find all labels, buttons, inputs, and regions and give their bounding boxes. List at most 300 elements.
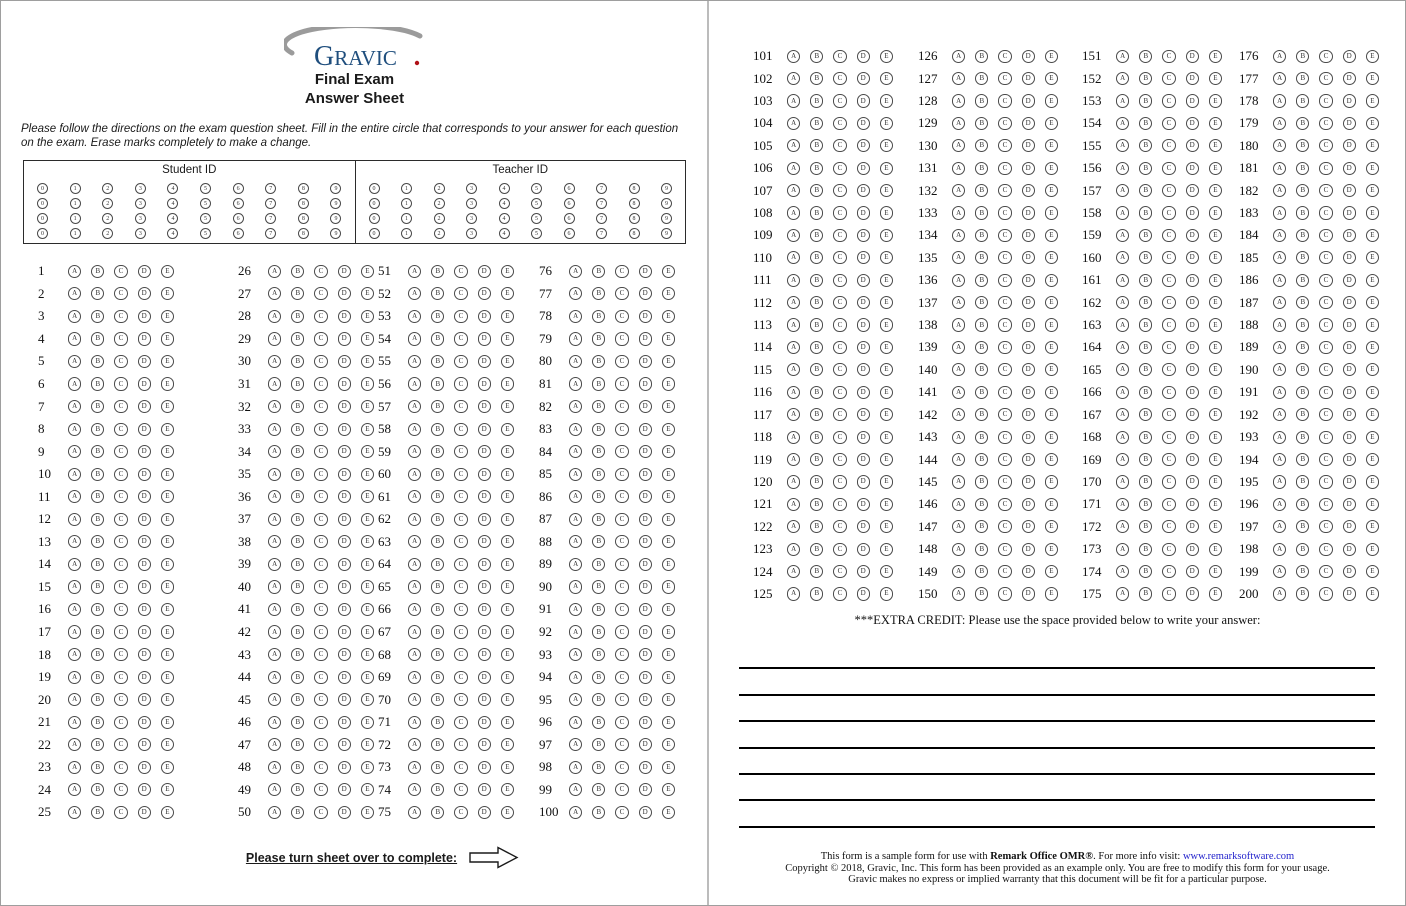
bubble-b[interactable]: B xyxy=(1139,229,1152,242)
bubble-a[interactable]: A xyxy=(1273,453,1286,466)
bubble-c[interactable]: C xyxy=(833,296,846,309)
bubble-d[interactable]: D xyxy=(338,377,351,390)
bubble-c[interactable]: C xyxy=(314,580,327,593)
bubble-d[interactable]: D xyxy=(338,671,351,684)
bubble-e[interactable]: E xyxy=(361,377,374,390)
bubble-a[interactable]: A xyxy=(1116,296,1129,309)
bubble-b[interactable]: B xyxy=(810,251,823,264)
bubble-c[interactable]: C xyxy=(114,287,127,300)
bubble-0[interactable]: 0 xyxy=(369,213,380,224)
bubble-a[interactable]: A xyxy=(787,72,800,85)
bubble-b[interactable]: B xyxy=(592,558,605,571)
bubble-a[interactable]: A xyxy=(787,431,800,444)
bubble-a[interactable]: A xyxy=(68,513,81,526)
bubble-e[interactable]: E xyxy=(1366,139,1379,152)
bubble-e[interactable]: E xyxy=(361,625,374,638)
bubble-d[interactable]: D xyxy=(138,265,151,278)
bubble-b[interactable]: B xyxy=(91,332,104,345)
bubble-e[interactable]: E xyxy=(361,332,374,345)
bubble-2[interactable]: 2 xyxy=(434,198,445,209)
bubble-9[interactable]: 9 xyxy=(661,183,672,194)
bubble-b[interactable]: B xyxy=(1296,162,1309,175)
bubble-d[interactable]: D xyxy=(857,117,870,130)
bubble-d[interactable]: D xyxy=(478,535,491,548)
extra-credit-line[interactable] xyxy=(739,749,1375,775)
bubble-d[interactable]: D xyxy=(1022,162,1035,175)
bubble-a[interactable]: A xyxy=(408,468,421,481)
bubble-e[interactable]: E xyxy=(501,580,514,593)
bubble-c[interactable]: C xyxy=(998,475,1011,488)
bubble-c[interactable]: C xyxy=(114,783,127,796)
bubble-a[interactable]: A xyxy=(787,498,800,511)
bubble-a[interactable]: A xyxy=(787,408,800,421)
bubble-a[interactable]: A xyxy=(787,565,800,578)
bubble-a[interactable]: A xyxy=(952,117,965,130)
bubble-8[interactable]: 8 xyxy=(629,213,640,224)
bubble-d[interactable]: D xyxy=(857,72,870,85)
bubble-b[interactable]: B xyxy=(291,783,304,796)
bubble-d[interactable]: D xyxy=(478,671,491,684)
bubble-b[interactable]: B xyxy=(291,468,304,481)
bubble-d[interactable]: D xyxy=(478,332,491,345)
bubble-a[interactable]: A xyxy=(268,265,281,278)
bubble-a[interactable]: A xyxy=(1116,386,1129,399)
bubble-a[interactable]: A xyxy=(569,671,582,684)
bubble-d[interactable]: D xyxy=(478,490,491,503)
bubble-d[interactable]: D xyxy=(338,738,351,751)
bubble-4[interactable]: 4 xyxy=(167,198,178,209)
bubble-5[interactable]: 5 xyxy=(531,183,542,194)
bubble-d[interactable]: D xyxy=(338,400,351,413)
bubble-d[interactable]: D xyxy=(1186,72,1199,85)
bubble-b[interactable]: B xyxy=(975,543,988,556)
bubble-c[interactable]: C xyxy=(615,625,628,638)
bubble-b[interactable]: B xyxy=(810,72,823,85)
bubble-d[interactable]: D xyxy=(138,310,151,323)
bubble-c[interactable]: C xyxy=(1162,94,1175,107)
bubble-c[interactable]: C xyxy=(833,206,846,219)
extra-credit-line[interactable] xyxy=(739,669,1375,695)
bubble-5[interactable]: 5 xyxy=(531,198,542,209)
bubble-e[interactable]: E xyxy=(880,72,893,85)
bubble-1[interactable]: 1 xyxy=(70,228,81,239)
bubble-c[interactable]: C xyxy=(1319,408,1332,421)
bubble-d[interactable]: D xyxy=(1343,431,1356,444)
bubble-e[interactable]: E xyxy=(880,274,893,287)
bubble-3[interactable]: 3 xyxy=(135,228,146,239)
bubble-d[interactable]: D xyxy=(138,603,151,616)
bubble-a[interactable]: A xyxy=(569,535,582,548)
bubble-e[interactable]: E xyxy=(662,761,675,774)
bubble-a[interactable]: A xyxy=(268,513,281,526)
bubble-a[interactable]: A xyxy=(787,386,800,399)
bubble-c[interactable]: C xyxy=(998,184,1011,197)
bubble-3[interactable]: 3 xyxy=(466,228,477,239)
bubble-c[interactable]: C xyxy=(454,310,467,323)
bubble-8[interactable]: 8 xyxy=(298,198,309,209)
bubble-e[interactable]: E xyxy=(1045,341,1058,354)
bubble-b[interactable]: B xyxy=(975,363,988,376)
bubble-a[interactable]: A xyxy=(408,535,421,548)
bubble-c[interactable]: C xyxy=(1319,498,1332,511)
bubble-b[interactable]: B xyxy=(91,265,104,278)
bubble-b[interactable]: B xyxy=(810,162,823,175)
bubble-a[interactable]: A xyxy=(408,648,421,661)
bubble-e[interactable]: E xyxy=(1209,386,1222,399)
bubble-e[interactable]: E xyxy=(1045,543,1058,556)
bubble-b[interactable]: B xyxy=(431,423,444,436)
bubble-b[interactable]: B xyxy=(975,296,988,309)
bubble-b[interactable]: B xyxy=(975,229,988,242)
bubble-d[interactable]: D xyxy=(478,558,491,571)
bubble-b[interactable]: B xyxy=(810,274,823,287)
bubble-8[interactable]: 8 xyxy=(629,183,640,194)
bubble-c[interactable]: C xyxy=(1162,251,1175,264)
bubble-b[interactable]: B xyxy=(1296,408,1309,421)
bubble-b[interactable]: B xyxy=(431,580,444,593)
bubble-d[interactable]: D xyxy=(1343,475,1356,488)
bubble-c[interactable]: C xyxy=(1162,431,1175,444)
footer-website-link[interactable]: www.remarksoftware.com xyxy=(1182,851,1295,862)
bubble-c[interactable]: C xyxy=(114,716,127,729)
bubble-b[interactable]: B xyxy=(1296,386,1309,399)
bubble-e[interactable]: E xyxy=(1366,341,1379,354)
bubble-a[interactable]: A xyxy=(1273,296,1286,309)
bubble-a[interactable]: A xyxy=(1116,162,1129,175)
bubble-e[interactable]: E xyxy=(361,310,374,323)
bubble-b[interactable]: B xyxy=(810,565,823,578)
bubble-3[interactable]: 3 xyxy=(466,213,477,224)
bubble-d[interactable]: D xyxy=(1343,251,1356,264)
bubble-e[interactable]: E xyxy=(361,535,374,548)
bubble-a[interactable]: A xyxy=(569,490,582,503)
bubble-d[interactable]: D xyxy=(1186,184,1199,197)
bubble-c[interactable]: C xyxy=(833,565,846,578)
bubble-d[interactable]: D xyxy=(338,490,351,503)
bubble-c[interactable]: C xyxy=(833,520,846,533)
bubble-a[interactable]: A xyxy=(408,558,421,571)
bubble-d[interactable]: D xyxy=(478,738,491,751)
bubble-a[interactable]: A xyxy=(952,251,965,264)
bubble-b[interactable]: B xyxy=(592,693,605,706)
bubble-b[interactable]: B xyxy=(810,206,823,219)
bubble-a[interactable]: A xyxy=(1273,184,1286,197)
bubble-b[interactable]: B xyxy=(1296,274,1309,287)
bubble-a[interactable]: A xyxy=(68,377,81,390)
bubble-a[interactable]: A xyxy=(268,400,281,413)
bubble-e[interactable]: E xyxy=(501,490,514,503)
bubble-d[interactable]: D xyxy=(138,423,151,436)
bubble-d[interactable]: D xyxy=(639,580,652,593)
bubble-c[interactable]: C xyxy=(1319,94,1332,107)
bubble-b[interactable]: B xyxy=(1139,587,1152,600)
bubble-d[interactable]: D xyxy=(639,265,652,278)
bubble-d[interactable]: D xyxy=(1022,206,1035,219)
bubble-d[interactable]: D xyxy=(338,580,351,593)
bubble-a[interactable]: A xyxy=(787,363,800,376)
bubble-e[interactable]: E xyxy=(161,693,174,706)
bubble-a[interactable]: A xyxy=(787,318,800,331)
bubble-9[interactable]: 9 xyxy=(330,198,341,209)
bubble-b[interactable]: B xyxy=(975,453,988,466)
bubble-e[interactable]: E xyxy=(1366,50,1379,63)
bubble-e[interactable]: E xyxy=(501,400,514,413)
bubble-b[interactable]: B xyxy=(1296,431,1309,444)
bubble-b[interactable]: B xyxy=(291,738,304,751)
bubble-c[interactable]: C xyxy=(1319,206,1332,219)
bubble-b[interactable]: B xyxy=(431,332,444,345)
bubble-c[interactable]: C xyxy=(1319,229,1332,242)
bubble-c[interactable]: C xyxy=(454,716,467,729)
bubble-d[interactable]: D xyxy=(639,783,652,796)
bubble-c[interactable]: C xyxy=(1319,386,1332,399)
bubble-6[interactable]: 6 xyxy=(233,198,244,209)
bubble-1[interactable]: 1 xyxy=(70,213,81,224)
bubble-c[interactable]: C xyxy=(1162,543,1175,556)
bubble-d[interactable]: D xyxy=(138,783,151,796)
bubble-c[interactable]: C xyxy=(114,671,127,684)
bubble-e[interactable]: E xyxy=(662,445,675,458)
bubble-e[interactable]: E xyxy=(361,558,374,571)
bubble-c[interactable]: C xyxy=(114,332,127,345)
bubble-d[interactable]: D xyxy=(1186,475,1199,488)
bubble-c[interactable]: C xyxy=(998,408,1011,421)
bubble-e[interactable]: E xyxy=(501,603,514,616)
bubble-a[interactable]: A xyxy=(1273,363,1286,376)
bubble-a[interactable]: A xyxy=(787,341,800,354)
bubble-b[interactable]: B xyxy=(592,513,605,526)
bubble-a[interactable]: A xyxy=(68,287,81,300)
bubble-a[interactable]: A xyxy=(1273,475,1286,488)
bubble-e[interactable]: E xyxy=(1209,229,1222,242)
bubble-b[interactable]: B xyxy=(975,475,988,488)
bubble-1[interactable]: 1 xyxy=(401,183,412,194)
bubble-b[interactable]: B xyxy=(1139,72,1152,85)
bubble-d[interactable]: D xyxy=(138,468,151,481)
bubble-6[interactable]: 6 xyxy=(233,213,244,224)
bubble-c[interactable]: C xyxy=(314,332,327,345)
bubble-b[interactable]: B xyxy=(91,513,104,526)
bubble-b[interactable]: B xyxy=(291,332,304,345)
bubble-e[interactable]: E xyxy=(1366,206,1379,219)
bubble-d[interactable]: D xyxy=(1186,296,1199,309)
bubble-e[interactable]: E xyxy=(1209,296,1222,309)
bubble-c[interactable]: C xyxy=(454,625,467,638)
bubble-b[interactable]: B xyxy=(810,318,823,331)
bubble-e[interactable]: E xyxy=(1366,251,1379,264)
bubble-a[interactable]: A xyxy=(1273,94,1286,107)
bubble-c[interactable]: C xyxy=(833,72,846,85)
bubble-a[interactable]: A xyxy=(1273,565,1286,578)
bubble-a[interactable]: A xyxy=(68,761,81,774)
bubble-c[interactable]: C xyxy=(454,265,467,278)
bubble-d[interactable]: D xyxy=(1186,162,1199,175)
bubble-e[interactable]: E xyxy=(361,806,374,819)
bubble-e[interactable]: E xyxy=(880,587,893,600)
bubble-d[interactable]: D xyxy=(338,625,351,638)
bubble-b[interactable]: B xyxy=(291,648,304,661)
bubble-c[interactable]: C xyxy=(1162,587,1175,600)
bubble-d[interactable]: D xyxy=(138,625,151,638)
bubble-a[interactable]: A xyxy=(569,558,582,571)
bubble-b[interactable]: B xyxy=(592,625,605,638)
bubble-a[interactable]: A xyxy=(1116,184,1129,197)
bubble-b[interactable]: B xyxy=(431,783,444,796)
bubble-a[interactable]: A xyxy=(1273,72,1286,85)
bubble-d[interactable]: D xyxy=(1022,229,1035,242)
bubble-c[interactable]: C xyxy=(114,513,127,526)
bubble-b[interactable]: B xyxy=(291,716,304,729)
bubble-d[interactable]: D xyxy=(857,318,870,331)
bubble-7[interactable]: 7 xyxy=(596,228,607,239)
bubble-c[interactable]: C xyxy=(114,603,127,616)
bubble-c[interactable]: C xyxy=(1319,431,1332,444)
bubble-d[interactable]: D xyxy=(1343,139,1356,152)
bubble-e[interactable]: E xyxy=(501,535,514,548)
bubble-a[interactable]: A xyxy=(1273,498,1286,511)
bubble-e[interactable]: E xyxy=(161,783,174,796)
bubble-a[interactable]: A xyxy=(1273,274,1286,287)
bubble-2[interactable]: 2 xyxy=(434,183,445,194)
bubble-c[interactable]: C xyxy=(454,535,467,548)
bubble-e[interactable]: E xyxy=(1209,408,1222,421)
bubble-d[interactable]: D xyxy=(1343,274,1356,287)
bubble-e[interactable]: E xyxy=(1366,431,1379,444)
bubble-e[interactable]: E xyxy=(501,287,514,300)
bubble-d[interactable]: D xyxy=(138,332,151,345)
bubble-e[interactable]: E xyxy=(1209,341,1222,354)
bubble-b[interactable]: B xyxy=(91,716,104,729)
bubble-d[interactable]: D xyxy=(338,558,351,571)
bubble-a[interactable]: A xyxy=(787,475,800,488)
bubble-e[interactable]: E xyxy=(1366,363,1379,376)
bubble-a[interactable]: A xyxy=(569,783,582,796)
bubble-c[interactable]: C xyxy=(998,363,1011,376)
bubble-b[interactable]: B xyxy=(810,94,823,107)
bubble-c[interactable]: C xyxy=(833,386,846,399)
bubble-a[interactable]: A xyxy=(268,580,281,593)
bubble-c[interactable]: C xyxy=(833,408,846,421)
bubble-a[interactable]: A xyxy=(787,50,800,63)
bubble-c[interactable]: C xyxy=(114,355,127,368)
bubble-d[interactable]: D xyxy=(1186,50,1199,63)
bubble-e[interactable]: E xyxy=(501,558,514,571)
bubble-4[interactable]: 4 xyxy=(167,228,178,239)
bubble-7[interactable]: 7 xyxy=(265,228,276,239)
bubble-b[interactable]: B xyxy=(592,355,605,368)
bubble-e[interactable]: E xyxy=(662,716,675,729)
bubble-e[interactable]: E xyxy=(662,603,675,616)
bubble-c[interactable]: C xyxy=(1162,363,1175,376)
bubble-c[interactable]: C xyxy=(833,139,846,152)
bubble-d[interactable]: D xyxy=(338,783,351,796)
bubble-a[interactable]: A xyxy=(787,184,800,197)
bubble-a[interactable]: A xyxy=(68,423,81,436)
bubble-d[interactable]: D xyxy=(857,296,870,309)
bubble-b[interactable]: B xyxy=(975,341,988,354)
bubble-c[interactable]: C xyxy=(615,716,628,729)
bubble-e[interactable]: E xyxy=(161,468,174,481)
bubble-a[interactable]: A xyxy=(68,535,81,548)
bubble-c[interactable]: C xyxy=(615,693,628,706)
bubble-d[interactable]: D xyxy=(338,445,351,458)
bubble-e[interactable]: E xyxy=(1209,363,1222,376)
bubble-b[interactable]: B xyxy=(291,625,304,638)
bubble-e[interactable]: E xyxy=(662,648,675,661)
bubble-a[interactable]: A xyxy=(68,671,81,684)
bubble-c[interactable]: C xyxy=(114,423,127,436)
bubble-e[interactable]: E xyxy=(1209,587,1222,600)
bubble-e[interactable]: E xyxy=(1366,498,1379,511)
bubble-c[interactable]: C xyxy=(615,671,628,684)
bubble-d[interactable]: D xyxy=(1343,184,1356,197)
bubble-b[interactable]: B xyxy=(431,310,444,323)
bubble-a[interactable]: A xyxy=(569,625,582,638)
bubble-e[interactable]: E xyxy=(1366,184,1379,197)
bubble-a[interactable]: A xyxy=(1273,50,1286,63)
bubble-e[interactable]: E xyxy=(1366,94,1379,107)
bubble-d[interactable]: D xyxy=(1186,431,1199,444)
bubble-b[interactable]: B xyxy=(810,386,823,399)
bubble-b[interactable]: B xyxy=(592,535,605,548)
bubble-c[interactable]: C xyxy=(314,648,327,661)
bubble-d[interactable]: D xyxy=(857,431,870,444)
bubble-e[interactable]: E xyxy=(501,625,514,638)
bubble-b[interactable]: B xyxy=(431,625,444,638)
bubble-c[interactable]: C xyxy=(998,296,1011,309)
bubble-d[interactable]: D xyxy=(639,377,652,390)
bubble-d[interactable]: D xyxy=(1022,94,1035,107)
bubble-d[interactable]: D xyxy=(1343,498,1356,511)
bubble-c[interactable]: C xyxy=(114,738,127,751)
bubble-e[interactable]: E xyxy=(662,671,675,684)
bubble-b[interactable]: B xyxy=(592,423,605,436)
bubble-e[interactable]: E xyxy=(161,558,174,571)
bubble-d[interactable]: D xyxy=(639,625,652,638)
bubble-5[interactable]: 5 xyxy=(531,228,542,239)
bubble-e[interactable]: E xyxy=(1209,431,1222,444)
bubble-5[interactable]: 5 xyxy=(200,228,211,239)
bubble-a[interactable]: A xyxy=(569,693,582,706)
bubble-d[interactable]: D xyxy=(138,580,151,593)
bubble-8[interactable]: 8 xyxy=(629,198,640,209)
bubble-d[interactable]: D xyxy=(639,355,652,368)
bubble-b[interactable]: B xyxy=(1296,251,1309,264)
bubble-e[interactable]: E xyxy=(161,671,174,684)
bubble-a[interactable]: A xyxy=(787,251,800,264)
bubble-d[interactable]: D xyxy=(857,274,870,287)
bubble-b[interactable]: B xyxy=(1296,498,1309,511)
bubble-d[interactable]: D xyxy=(338,310,351,323)
bubble-e[interactable]: E xyxy=(1209,543,1222,556)
extra-credit-line[interactable] xyxy=(739,801,1375,827)
bubble-b[interactable]: B xyxy=(592,783,605,796)
bubble-c[interactable]: C xyxy=(1319,341,1332,354)
bubble-a[interactable]: A xyxy=(268,332,281,345)
bubble-b[interactable]: B xyxy=(1139,296,1152,309)
bubble-b[interactable]: B xyxy=(810,296,823,309)
bubble-b[interactable]: B xyxy=(1139,475,1152,488)
bubble-a[interactable]: A xyxy=(952,139,965,152)
bubble-a[interactable]: A xyxy=(787,162,800,175)
bubble-a[interactable]: A xyxy=(68,445,81,458)
bubble-d[interactable]: D xyxy=(338,355,351,368)
bubble-a[interactable]: A xyxy=(68,580,81,593)
bubble-e[interactable]: E xyxy=(361,603,374,616)
bubble-e[interactable]: E xyxy=(501,377,514,390)
bubble-c[interactable]: C xyxy=(1162,408,1175,421)
bubble-d[interactable]: D xyxy=(857,206,870,219)
